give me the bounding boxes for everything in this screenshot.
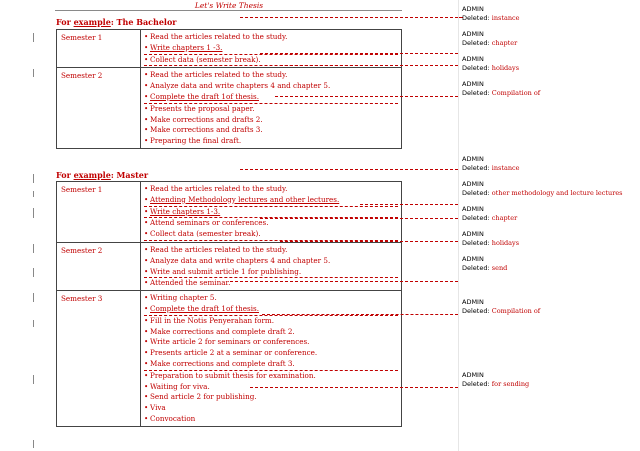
comment-balloon[interactable] [462,5,520,23]
comment-author: ADMIN [462,155,484,163]
comment-author: ADMIN [462,5,484,13]
change-bar [33,191,34,197]
change-bar [33,268,34,277]
table-row [57,242,402,290]
list-item: • Presents the proposal paper. [144,103,255,113]
list-item: • Read the articles related to the study. [144,32,288,41]
list-item: • Make corrections and complete draft 2. [144,326,295,336]
list-item: • Fill in the Notis Penyerahan form. [144,315,274,325]
list-item: • Write article 2 for seminars or conferences. [144,337,310,347]
items-cell [141,30,402,68]
change-bar [33,320,34,327]
list-item: • Attend seminars or conferences. [144,218,269,228]
items-cell [141,68,402,149]
comment-leader [280,241,458,242]
comment-text: Compilation of [491,307,541,315]
list-item: • Waiting for viva. [144,381,210,391]
comment-balloon[interactable] [462,180,623,198]
comment-text: instance [491,14,520,22]
page-header: Let's Write Thesis [194,1,264,10]
list-item: • Read the articles related to the study. [144,184,288,193]
comment-balloon[interactable] [462,80,540,98]
section-title-prefix: For [56,170,74,180]
comment-author: ADMIN [462,371,484,379]
comment-balloon[interactable] [462,230,519,248]
bachelor-plan-table [56,29,402,149]
comment-label: Deleted: [462,164,490,172]
list-item: • Presents article 2 at a seminar or conference. [144,348,318,358]
list-item: • Send article 2 for publishing. [144,392,257,402]
comment-text: other methodology and lecture lectures [491,189,623,197]
comment-text: instance [491,164,520,172]
change-bar [33,440,34,448]
section-title-prefix: For [56,17,74,27]
items-cell [141,242,402,290]
comment-balloon[interactable] [462,371,529,389]
list-item: • Make corrections and drafts 3. [144,125,263,135]
list-item: • Read the articles related to the study. [144,70,288,80]
comment-balloon[interactable] [462,298,540,316]
comment-leader [260,53,458,54]
list-item: • Writing chapter 5. [144,293,217,303]
comment-text: send [491,264,508,272]
comment-balloon[interactable] [462,155,520,173]
comment-author: ADMIN [462,298,484,306]
comment-author: ADMIN [462,30,484,38]
comment-label: Deleted: [462,14,490,22]
section-title-underlined: example [73,17,111,27]
change-bar [33,33,34,42]
table-row [57,68,402,149]
list-item: • Collect data (semester break). [144,229,398,241]
comment-label: Deleted: [462,189,490,197]
list-item: • Analyze data and write chapters 4 and chapter 5. [144,81,331,91]
comment-label: Deleted: [462,264,490,272]
list-item: • Collect data (semester break). [144,55,398,67]
comment-leader [240,17,458,18]
list-item: • Make corrections and drafts 2. [144,114,263,124]
comment-balloon[interactable] [462,55,519,73]
comment-text: Compilation of [491,89,541,97]
semester-cell: Semester 2 [57,242,141,290]
comment-label: Deleted: [462,64,490,72]
comment-label: Deleted: [462,89,490,97]
semester-cell: Semester 3 [57,291,141,427]
comment-author: ADMIN [462,180,484,188]
list-item: • Preparing the final draft. [144,136,242,146]
comment-leader [360,204,458,205]
section-title-suffix: : The Bachelor [110,17,177,27]
comment-balloon[interactable] [462,205,517,223]
comment-author: ADMIN [462,205,484,213]
semester-cell: Semester 2 [57,68,141,149]
comment-text: holidays [491,239,520,247]
comment-text: for sending [491,380,530,388]
list-item: • Complete the draft 1of thesis. [144,304,398,316]
list-item: • Convocation [144,413,196,423]
comment-author: ADMIN [462,80,484,88]
semester-cell: Semester 1 [57,182,141,243]
comment-balloon[interactable] [462,255,507,273]
comment-leader [260,218,458,219]
table-row [57,30,402,68]
items-cell [141,182,402,243]
list-item: • Preparation to submit thesis for examination. [144,370,316,380]
comment-label: Deleted: [462,39,490,47]
list-item: • Attended the seminar. [144,278,231,288]
list-item: • Complete the draft 1of thesis. [144,92,398,104]
comment-leader [280,65,458,66]
table-row [57,291,402,427]
change-bar [33,293,34,302]
list-item: • Attending Methodology lectures and other lectures. [144,195,398,207]
list-item: • Analyze data and write chapters 4 and chapter 5. [144,255,331,265]
comment-label: Deleted: [462,239,490,247]
comment-leader [240,169,458,170]
comment-label: Deleted: [462,307,490,315]
section-title-underlined: example [73,170,111,180]
change-bar [33,174,34,183]
comment-text: chapter [491,39,518,47]
change-bar [33,375,34,384]
header-rule [55,10,402,11]
items-cell [141,291,402,427]
list-item: • Write chapters 1-3. [144,207,398,219]
comment-leader [230,281,458,282]
semester-cell: Semester 1 [57,30,141,68]
comment-leader [275,96,458,97]
comment-author: ADMIN [462,230,484,238]
comment-text: holidays [491,64,520,72]
comment-author: ADMIN [462,55,484,63]
change-bar [33,244,34,253]
table-row [57,182,402,243]
section-title-bachelor [56,17,177,27]
list-item: • Write chapters 1 -3. [144,43,398,55]
comment-label: Deleted: [462,380,490,388]
list-item: • Make corrections and complete draft 3. [144,359,398,371]
list-item: • Viva [144,403,166,413]
list-item: • Write and submit article 1 for publishing. [144,267,398,279]
section-title-suffix: : Master [110,170,149,180]
section-title-master [56,170,148,180]
comment-leader [250,387,458,388]
list-item: • Read the articles related to the study. [144,244,288,254]
comment-text: chapter [491,214,518,222]
change-bar [33,69,34,77]
comment-leader [262,314,458,315]
comment-balloon[interactable] [462,30,517,48]
comment-label: Deleted: [462,214,490,222]
comment-author: ADMIN [462,255,484,263]
change-bar [33,208,34,218]
